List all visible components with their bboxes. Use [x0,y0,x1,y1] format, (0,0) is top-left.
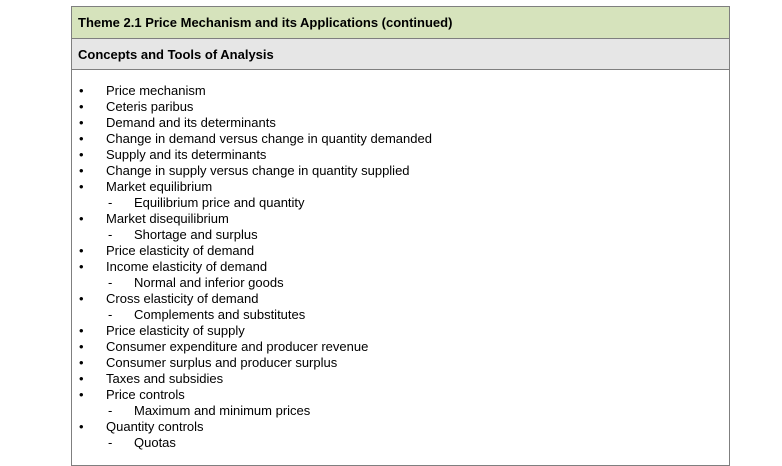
list-item-text: Supply and its determinants [106,147,267,162]
list-item-text: Shortage and surplus [134,227,258,242]
list-item [72,147,729,163]
table-title-row [72,7,729,39]
list-item [72,419,729,435]
list-item-text: Quotas [134,435,176,450]
bullet-marker: • [79,355,84,370]
bullet-marker: • [79,115,84,130]
list-item [72,131,729,147]
list-item-text: Price mechanism [106,83,206,98]
list-item-text: Consumer expenditure and producer revenue [106,339,369,354]
list-item-text: Quantity controls [106,419,204,434]
table-subheader: Concepts and Tools of Analysis [78,47,274,62]
list-item-text: Price controls [106,387,185,402]
bullet-marker: • [79,259,84,274]
sub-list-item [72,307,729,323]
bullet-marker: • [79,163,84,178]
list-item [72,99,729,115]
list-item-text: Ceteris paribus [106,99,194,114]
syllabus-table [71,6,730,466]
list-item-text: Equilibrium price and quantity [134,195,305,210]
list-item-text: Complements and substitutes [134,307,306,322]
dash-marker: - [108,195,113,210]
bullet-marker: • [79,323,84,338]
list-item [72,179,729,195]
list-item-text: Price elasticity of demand [106,243,255,258]
sub-list-item [72,227,729,243]
sub-list-item [72,403,729,419]
bullet-marker: • [79,179,84,194]
bullet-marker: • [79,147,84,162]
bullet-marker: • [79,339,84,354]
sub-list-item [72,275,729,291]
sub-list-item [72,195,729,211]
list-item-text: Market equilibrium [106,179,213,194]
list-item-text: Demand and its determinants [106,115,276,130]
dash-marker: - [108,227,113,242]
list-item [72,115,729,131]
list-item [72,163,729,179]
list-item [72,371,729,387]
list-item-text: Normal and inferior goods [134,275,284,290]
table-subheader-row [72,39,729,70]
list-item [72,83,729,99]
bullet-marker: • [79,99,84,114]
list-item-text: Cross elasticity of demand [106,291,259,306]
concept-list [72,70,729,451]
dash-marker: - [108,307,113,322]
list-item-text: Market disequilibrium [106,211,229,226]
bullet-marker: • [79,419,84,434]
list-item [72,243,729,259]
list-item [72,355,729,371]
sub-list-item [72,435,729,451]
list-item-text: Consumer surplus and producer surplus [106,355,338,370]
list-item-text: Change in demand versus change in quantity demanded [106,131,432,146]
dash-marker: - [108,403,113,418]
bullet-marker: • [79,291,84,306]
list-item-text: Income elasticity of demand [106,259,268,274]
list-item [72,323,729,339]
list-item-text: Taxes and subsidies [106,371,224,386]
bullet-marker: • [79,211,84,226]
list-item-text: Change in supply versus change in quantity supplied [106,163,410,178]
bullet-marker: • [79,243,84,258]
dash-marker: - [108,435,113,450]
list-item [72,387,729,403]
dash-marker: - [108,275,113,290]
bullet-marker: • [79,387,84,402]
list-item [72,211,729,227]
list-item [72,259,729,275]
bullet-marker: • [79,371,84,386]
table-title: Theme 2.1 Price Mechanism and its Applications (continued) [78,15,453,30]
bullet-marker: • [79,131,84,146]
list-item-text: Price elasticity of supply [106,323,245,338]
list-item-text: Maximum and minimum prices [134,403,311,418]
list-item [72,339,729,355]
bullet-marker: • [79,83,84,98]
list-item [72,291,729,307]
